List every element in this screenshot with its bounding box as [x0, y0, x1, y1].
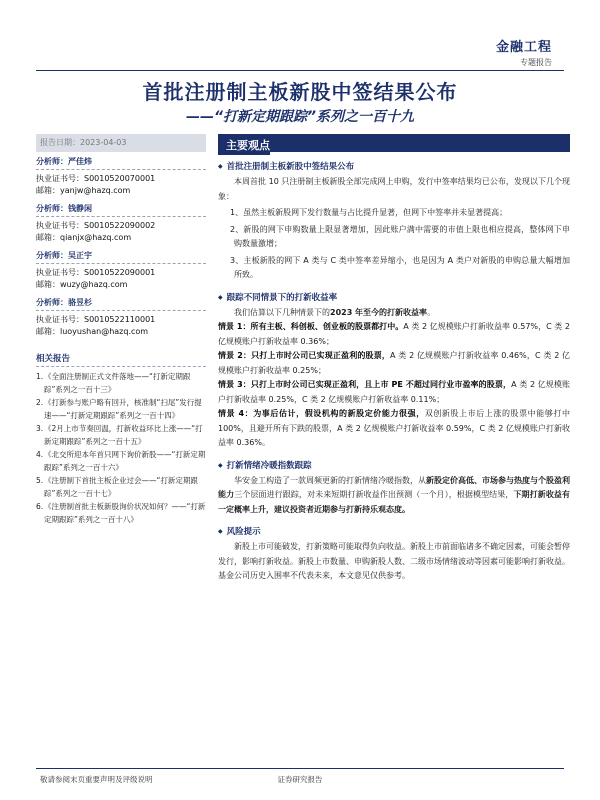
analyst-name: 分析师：钱静闲 — [36, 203, 206, 217]
section-title: 主要观点 — [218, 137, 270, 155]
intro-end: 。 — [427, 307, 436, 317]
related-report-item[interactable] — [36, 449, 206, 474]
section-heading: ◆ 跟踪不同情景下的打新收益率 — [218, 291, 570, 303]
analyst-email[interactable]: 邮箱：yanjw@hazq.com — [36, 186, 131, 195]
section-heading: ◆ 风险提示 — [218, 525, 570, 537]
analyst-name: 分析师：骆昱杉 — [36, 297, 206, 311]
section-heading: ◆ 首批注册制主板新股中签结果公布 — [218, 160, 570, 172]
section-heading: ◆ 打新情绪冷暖指数跟踪 — [218, 459, 570, 471]
scenario-item — [218, 378, 570, 407]
brand-title: 金融工程 — [495, 40, 552, 55]
report-type: 专题报告 — [520, 58, 552, 67]
header-divider — [36, 70, 564, 71]
main-content — [218, 156, 570, 592]
related-reports-list — [36, 371, 206, 526]
related-report-item[interactable] — [36, 475, 206, 500]
related-report-number: 3. — [36, 424, 44, 433]
analyst-email[interactable]: 邮箱：qianjx@hazq.com — [36, 233, 132, 242]
section-header — [218, 134, 570, 152]
related-report-title: 《注册制首批主板新股询价状况如何？——“打新定期跟踪”系列之一百十八》 — [44, 502, 206, 524]
scenario-text: A 类 2 亿规模账户打新收益率 0.46%，C 类 2 亿规模账户打新收益率 0.25%； — [218, 351, 570, 375]
footer-disclaimer: 敬请参阅末页重要声明及评级说明 — [40, 775, 153, 784]
related-report-item[interactable] — [36, 501, 206, 526]
related-report-title: 《全面注册制正式文件落地——“打新定期跟踪”系列之一百十三》 — [44, 372, 191, 394]
analyst-name: 分析师：严佳炜 — [36, 156, 206, 170]
related-report-number: 4. — [36, 450, 44, 459]
related-reports-heading: 相关报告 — [36, 352, 206, 367]
body-emphasis: 下期打新收益有一定概率上升，建议投资者近期参与打新持乐观态度。 — [218, 490, 571, 514]
related-report-item[interactable] — [36, 423, 206, 448]
finding-item: 1、虽然主板新股网下发行数量与占比提升显著，但网下中签率并未显著提高； — [230, 208, 508, 217]
scenario-label: 情景 3：只打上市时公司已实现正盈利，且上市 PE 不超过同行业市盈率的股票， — [218, 380, 512, 389]
finding-item: 2、新股的网下申购数量上限显著增加，因此账户满中需要的市值上限也相应提高，整体网下申购数量激增； — [230, 224, 570, 248]
section-intro — [218, 306, 570, 321]
analyst-card — [36, 156, 206, 197]
body-text: 三个层面进行跟踪，对未来短期打新收益作出预测（一个月），根据模型结果， — [234, 490, 514, 499]
page-subtitle: ——“打新定期跟踪”系列之一百十九 — [185, 109, 415, 125]
scenario-text: A 类 2 亿规模账户打新收益率 0.25%，C 类 2 亿规模账户打新收益率 0.11%； — [218, 380, 570, 404]
scenario-label: 情景 2：只打上市时公司已实现正盈利的股票， — [218, 351, 391, 360]
analyst-cert: 执业证书号：S0010520070001 — [36, 174, 156, 183]
related-report-number: 5. — [36, 476, 44, 485]
related-report-number: 2. — [36, 398, 44, 407]
analyst-cert: 执业证书号：S0010522110001 — [36, 315, 156, 324]
analyst-card — [36, 250, 206, 291]
related-report-title: 《注册制下首批主板企业过会——“打新定期跟踪”系列之一百十七》 — [44, 476, 198, 498]
analyst-cert: 执业证书号：S0010522090001 — [36, 268, 156, 277]
scenario-label: 情景 4：为事后估计，假设机构的新股定价能力很强， — [218, 409, 425, 418]
scenario-text: 双创新股上市后上涨的股票中能够打中 100%，且避开所有下跌的股票，A 类 2 亿规模账户打新收益率 0.59%，C 类 2 亿规模账户打新收益率 0.36%。 — [218, 409, 570, 447]
scenario-item — [218, 320, 570, 349]
page-title: 首批注册制主板新股中签结果公布 — [142, 80, 458, 104]
related-report-number: 1. — [36, 372, 44, 381]
related-report-number: 6. — [36, 502, 44, 511]
scenario-item — [218, 349, 570, 378]
intro-text: 我们估算以下几种情景下的 — [234, 307, 330, 317]
section-ipo-results — [218, 160, 570, 283]
related-report-title: 《北交所迎本年首只网下询价新股——“打新定期跟踪”系列之一百十六》 — [44, 450, 206, 472]
section-scenario-returns — [218, 291, 570, 451]
analyst-card — [36, 297, 206, 338]
analyst-email[interactable]: 邮箱：luoyushan@hazq.com — [36, 327, 149, 336]
sidebar — [36, 156, 206, 527]
related-report-title: 《2月上市节奏回温，打新收益环比上涨——“打新定期跟踪”系列之一百十五》 — [44, 424, 203, 446]
section-intro: 本周首批 10 只注册制主板新股全部完成网上申购，发行中签率结果均已公布，发现以下几个现象： — [218, 177, 570, 201]
related-report-title: 《打新参与账户略有回升，核准制“扫尾”发行提速——“打新定期跟踪”系列之一百十四》 — [44, 398, 202, 420]
scenario-item — [218, 407, 570, 451]
related-report-item[interactable] — [36, 397, 206, 422]
intro-emphasis: 2023 年至今的打新收益率 — [330, 307, 428, 317]
analyst-card — [36, 203, 206, 244]
section-risk — [218, 525, 570, 584]
section-body — [218, 474, 570, 518]
finding-item: 3、主板新股的网下 A 类与 C 类中签率差异缩小，也是因为 A 类户对新股的申购总量大幅增加所致。 — [230, 255, 570, 279]
report-date: 报告日期：2023-04-03 — [36, 134, 206, 152]
scenario-label: 情景 1：所有主板、科创板、创业板的股票都打中。 — [218, 322, 404, 331]
body-emphasis: 新股定价高低、市场参与热度与个股盈利能力 — [218, 475, 570, 499]
analyst-name: 分析师：吴正宇 — [36, 250, 206, 264]
body-text: 华安金工构造了一款周频更新的打新情绪冷暖指数，从 — [234, 475, 426, 485]
related-report-item[interactable] — [36, 371, 206, 396]
analyst-email[interactable]: 邮箱：wuzy@hazq.com — [36, 280, 128, 289]
analyst-cert: 执业证书号：S0010522090002 — [36, 221, 156, 230]
section-body: 新股上市可能破发，打新策略可能取得负向收益。新股上市前面临诸多不确定因素，可能会暂停发行，影响打新收益。新股上市数量、申购新股人数、二级市场情绪波动等因素可能影响打新收益。基金公司历史入围率不代表未来，本文意见仅供参考。 — [218, 542, 570, 580]
footer-label: 证券研究报告 — [277, 775, 323, 784]
section-sentiment-index — [218, 459, 570, 518]
footer-divider — [36, 768, 564, 769]
scenario-text: A 类 2 亿规模账户打新收益率 0.57%，C 类 2 亿规模账户打新收益率 0.36%； — [218, 322, 570, 346]
